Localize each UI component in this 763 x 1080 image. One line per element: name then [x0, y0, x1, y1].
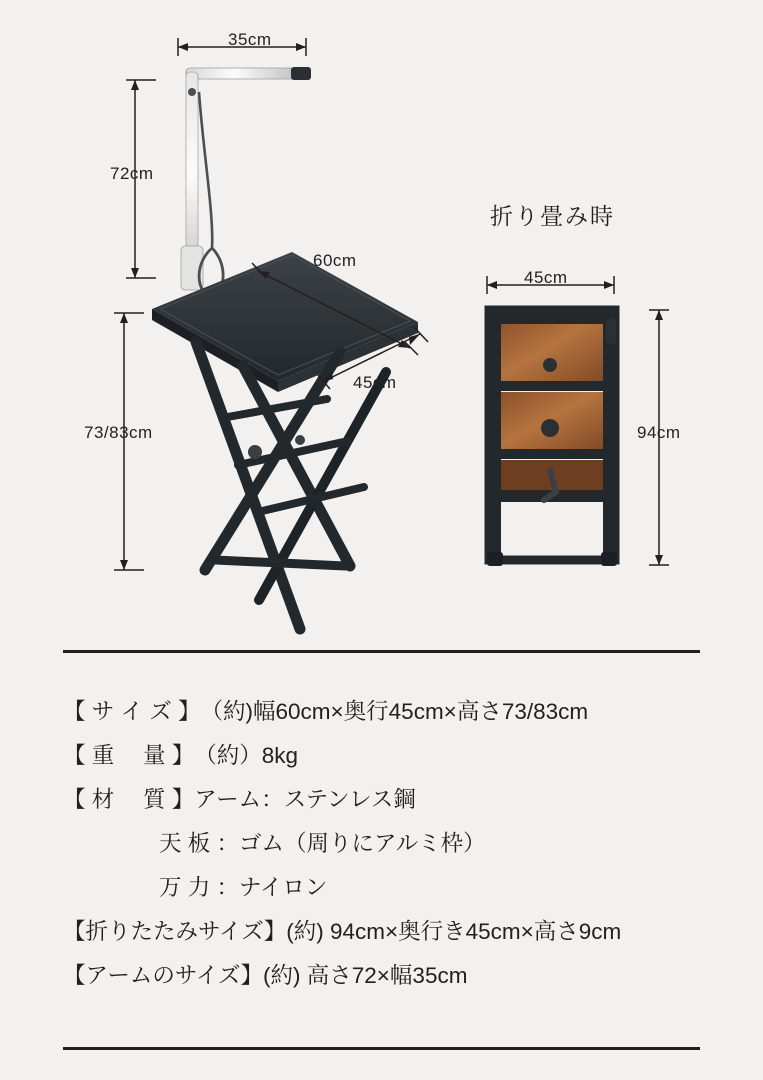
dim-label-table-width: 60cm — [313, 251, 357, 270]
spec-value-material-clamp: 万 力 ：ナイロン — [159, 875, 328, 900]
folded-table-illustration — [487, 310, 617, 566]
specification-list — [63, 690, 743, 998]
spec-value-weight: （約）8kg — [194, 743, 299, 768]
spec-value-size: （約)幅60cm×奥行45cm×高さ73/83cm — [200, 699, 589, 724]
dim-label-arm-height: 72cm — [110, 164, 154, 183]
spec-value-folded-size: (約) 94cm×奥行き45cm×高さ9cm — [286, 919, 622, 944]
spec-key-weight: 【 重 量 】 — [63, 743, 195, 768]
spec-value-material: アーム：ステンレス鋼 — [194, 787, 416, 812]
spec-row-material — [63, 778, 743, 822]
spec-key-arm-size: 【アームのサイズ】 — [63, 963, 264, 988]
spec-row-arm-size — [63, 954, 743, 998]
grooming-table-illustration — [152, 252, 418, 629]
spec-key-material: 【 材 質 】 — [63, 787, 195, 812]
spec-row-folded-size — [63, 910, 743, 954]
spec-key-size: 【 サ イ ズ 】 — [63, 699, 201, 724]
spec-key-folded-size: 【折りたたみサイズ】 — [63, 919, 287, 944]
divider-bottom — [63, 1047, 700, 1050]
spec-value-material-top: 天 板 ：ゴム（周りにアルミ枠） — [159, 831, 486, 856]
dim-label-folded-width: 45cm — [524, 268, 568, 287]
dim-label-table-depth: 45cm — [353, 373, 397, 392]
folded-state-title: 折り畳み時 — [490, 203, 615, 229]
spec-row-material-clamp — [63, 866, 743, 910]
dim-label-table-height: 73/83cm — [84, 423, 153, 442]
dim-label-arm-width: 35cm — [228, 30, 272, 49]
divider-top — [63, 650, 700, 653]
spec-row-weight — [63, 734, 743, 778]
spec-row-material-top — [63, 822, 743, 866]
dim-label-folded-height: 94cm — [637, 423, 681, 442]
spec-value-arm-size: (約) 高さ72×幅35cm — [263, 963, 468, 988]
spec-row-size — [63, 690, 743, 734]
